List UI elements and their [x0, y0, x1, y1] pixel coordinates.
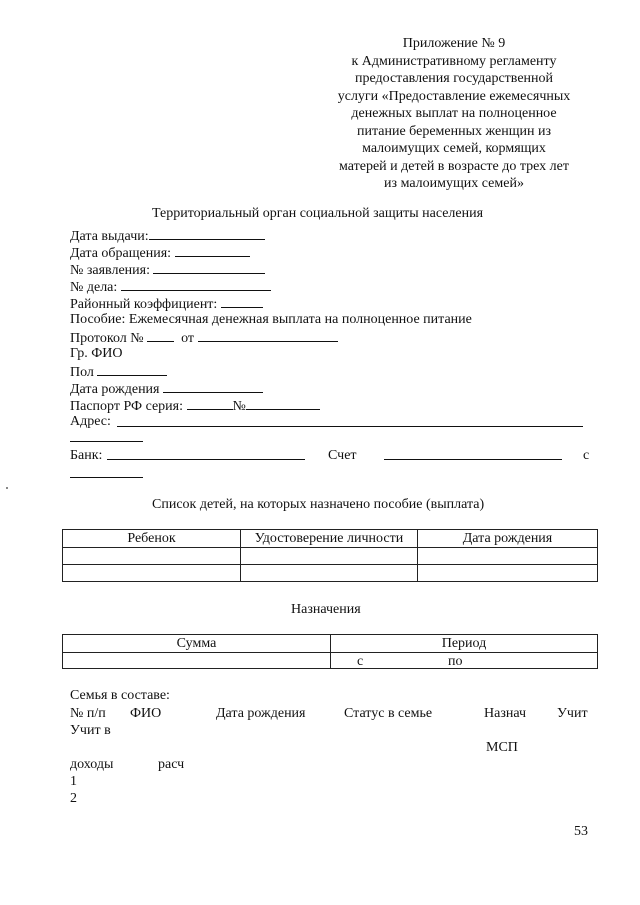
table-cell[interactable] [418, 548, 598, 565]
passport-label: Паспорт РФ серия: [70, 399, 183, 414]
passport-series-blank [187, 396, 233, 410]
children-table [62, 529, 598, 582]
protocol-date-blank [198, 328, 338, 342]
table-cell[interactable] [418, 565, 598, 582]
account-from-label: с [583, 448, 590, 463]
family-col-name: ФИО [130, 706, 162, 721]
appendix-line: малоимущих семей, кормящих [362, 141, 546, 156]
sex-blank [97, 362, 167, 376]
account-blank [384, 459, 562, 460]
appendix-line: к Административному регламенту [351, 53, 557, 69]
children-title: Список детей, на которых назначено пособие (выплата) [152, 497, 485, 512]
page-number: 53 [574, 824, 588, 839]
table-cell[interactable] [63, 548, 241, 565]
protocol-label: Протокол № [70, 331, 144, 346]
account-label: Счет [328, 448, 357, 463]
family-col-assigned: Назнач [484, 706, 527, 721]
assignments-table [62, 634, 598, 669]
protocol-from-label: от [181, 331, 195, 346]
table-row [63, 653, 598, 669]
family-col-no: № п/п [70, 706, 106, 721]
children-header-birth: Дата рождения [418, 530, 598, 548]
request-date-blank [175, 243, 250, 257]
bank-blank [107, 459, 305, 460]
passport-no-label: № [232, 399, 246, 414]
table-cell[interactable] [63, 565, 241, 582]
address-blank-continued [70, 441, 143, 442]
appendix-line: денежных выплат на полноценное [351, 106, 557, 121]
assignments-header-sum: Сумма [63, 635, 331, 653]
passport-no-blank [246, 396, 320, 410]
table-row [63, 565, 598, 582]
family-col-counted: Учит [557, 706, 588, 721]
family-col-msp: МСП [486, 740, 518, 755]
application-no-label: № заявления: [70, 263, 150, 278]
family-col-calc: расч [158, 757, 185, 772]
birth-date-blank [163, 379, 263, 393]
table-cell[interactable] [63, 653, 331, 669]
children-header-id: Удостоверение личности [241, 530, 418, 548]
family-col-income: доходы [70, 757, 114, 772]
family-col-counted-in: Учит в [70, 723, 111, 738]
family-col-birth: Дата рождения [216, 706, 306, 721]
case-no-label: № дела: [70, 280, 118, 295]
issue-date-blank [149, 226, 265, 240]
application-no-blank [153, 260, 265, 274]
address-blank [117, 426, 583, 427]
address-label: Адрес: [70, 414, 111, 429]
bank-label: Банк: [70, 448, 103, 463]
assignments-title: Назначения [291, 602, 361, 617]
scan-speck [6, 487, 8, 489]
appendix-line: из малоимущих семей» [384, 176, 524, 191]
sex-label: Пол [70, 365, 94, 380]
period-from-label: с [357, 654, 364, 669]
organ-title: Территориальный орган социальной защиты населения [152, 206, 484, 221]
table-cell[interactable] [241, 565, 418, 582]
regional-coef-blank [221, 294, 263, 308]
children-header-child: Ребенок [63, 530, 241, 548]
family-title: Семья в составе: [70, 688, 170, 703]
family-row-number: 1 [70, 774, 77, 789]
regional-coef-label: Районный коэффициент: [70, 297, 218, 312]
appendix-header [318, 35, 590, 193]
period-cell[interactable] [331, 653, 598, 669]
case-no-blank [121, 277, 271, 291]
benefit-line: Пособие: Ежемесячная денежная выплата на полноценное питание [70, 312, 472, 327]
assignments-header-period: Период [331, 635, 598, 653]
protocol-no-blank [147, 328, 174, 342]
appendix-line: Приложение № 9 [402, 36, 506, 51]
table-row [63, 548, 598, 565]
appendix-line: питание беременных женщин из [357, 123, 551, 139]
table-cell[interactable] [241, 548, 418, 565]
appendix-line: предоставления государственной [354, 71, 554, 86]
birth-date-label: Дата рождения [70, 382, 160, 397]
citizen-label: Гр. ФИО [70, 346, 123, 361]
appendix-line: матерей и детей в возрасте до трех лет [339, 158, 569, 174]
request-date-label: Дата обращения: [70, 246, 172, 261]
period-to-label: по [448, 654, 463, 669]
family-col-status: Статус в семье [344, 706, 433, 721]
account-from-blank [70, 477, 143, 478]
family-row-number: 2 [70, 791, 77, 806]
issue-date-label: Дата выдачи: [70, 229, 149, 244]
appendix-line: услуги «Предоставление ежемесячных [337, 88, 571, 104]
